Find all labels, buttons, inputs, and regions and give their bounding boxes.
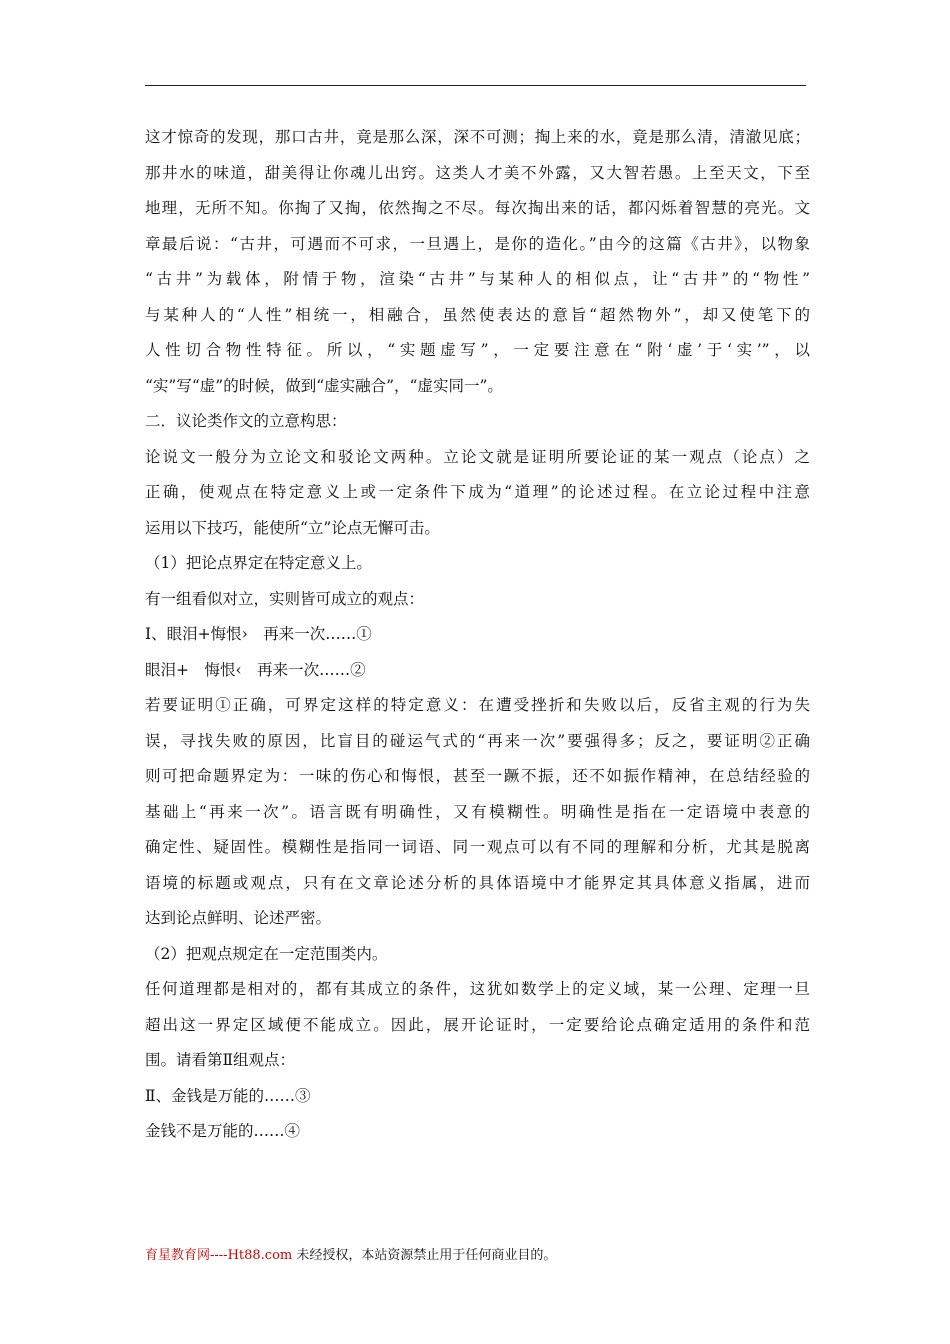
text-line: 则可把命题界定为：一味的伤心和悔恨，甚至一蹶不振，还不如振作精神，在总结经验的 — [145, 767, 810, 785]
text-line: 误，寻找失败的原因，比盲目的碰运气式的“再来一次”要强得多；反之，要证明②正确 — [145, 731, 810, 750]
text-line: 这才惊奇的发现，那口古井，竟是那么深，深不可测；掏上来的水，竟是那么清，清澈见底； — [145, 128, 810, 146]
text-line: 与某种人的“人性”相统一，相融合，虽然使表达的意旨“超然物外”，却又使笔下的 — [145, 305, 810, 324]
text-line: 论说文一般分为立论文和驳论文两种。立论文就是证明所要论证的某一观点（论点）之 — [145, 447, 810, 466]
text-line: 确定性、疑固性。模糊性是指同一词语、同一观点可以有不同的理解和分析，尤其是脱离 — [145, 838, 810, 856]
text-line: “实”写“虚”的时候，做到“虚实融合”，“虚实同一”。 — [145, 376, 503, 395]
text-line: 那井水的味道，甜美得让你魂儿出窍。这类人才美不外露，又大智若愚。上至天文，下至 — [145, 163, 810, 182]
page-footer — [145, 1244, 556, 1263]
subheading: （1）把论点界定在特定意义上。 — [145, 554, 372, 572]
text-line: 若要证明①正确，可界定这样的特定意义：在遭受挫折和失败以后，反省主观的行为失 — [145, 696, 810, 714]
text-line: 任何道理都是相对的，都有其成立的条件，这犹如数学上的定义域，某一公理、定理一旦 — [145, 980, 810, 998]
section-heading: 二．议论类作文的立意构思： — [145, 412, 347, 430]
text-line: “古井”为载体，附情于物，渲染“古井”与某种人的相似点，让“古井”的“物性” — [145, 270, 810, 288]
document-body — [145, 120, 810, 1150]
viewpoint-line: 眼泪+ 悔恨‹ 再来一次……② — [145, 660, 366, 679]
subheading: （2）把观点规定在一定范围类内。 — [145, 944, 388, 963]
viewpoint-line: Ⅱ、金钱是万能的……③ — [145, 1086, 311, 1105]
viewpoint-line: I、眼泪+悔恨› 再来一次……① — [145, 625, 372, 643]
text-line: 正确，使观点在特定意义上或一定条件下成为“道理”的论述过程。在立论过程中注意 — [145, 483, 810, 501]
footer-brand-link[interactable]: 育星教育网----Ht88.com — [145, 1248, 293, 1263]
text-line: 基础上“再来一次”。语言既有明确性，又有模糊性。明确性是指在一定语境中表意的 — [145, 802, 810, 821]
text-line: 运用以下技巧，能使所“立”论点无懈可击。 — [145, 518, 440, 537]
text-line: 语境的标题或观点，只有在文章论述分析的具体语境中才能界定其具体意义指属，进而 — [145, 873, 810, 892]
footer-notice: 未经授权，本站资源禁止用于任何商业目的。 — [292, 1248, 557, 1263]
text-line: 围。请看第Ⅱ组观点： — [145, 1051, 296, 1069]
header-rule — [145, 85, 806, 86]
text-line: 有一组看似对立，实则皆可成立的观点： — [145, 589, 425, 608]
text-line: 章最后说：“古井，可遇而不可求，一旦遇上，是你的造化。”由今的这篇《古井》，以物象 — [145, 234, 810, 253]
text-line: 人性切合物性特征。所以，“实题虚写”，一定要注意在“附‘虚’于‘实’”，以 — [145, 341, 810, 359]
text-line: 地理，无所不知。你掏了又掏，依然掏之不尽。每次掏出来的话，都闪烁着智慧的亮光。文 — [145, 199, 810, 217]
viewpoint-line: 金钱不是万能的……④ — [145, 1122, 301, 1140]
text-line: 超出这一界定区域便不能成立。因此，展开论证时，一定要给论点确定适用的条件和范 — [145, 1015, 810, 1034]
text-line: 达到论点鲜明、论述严密。 — [145, 909, 332, 927]
